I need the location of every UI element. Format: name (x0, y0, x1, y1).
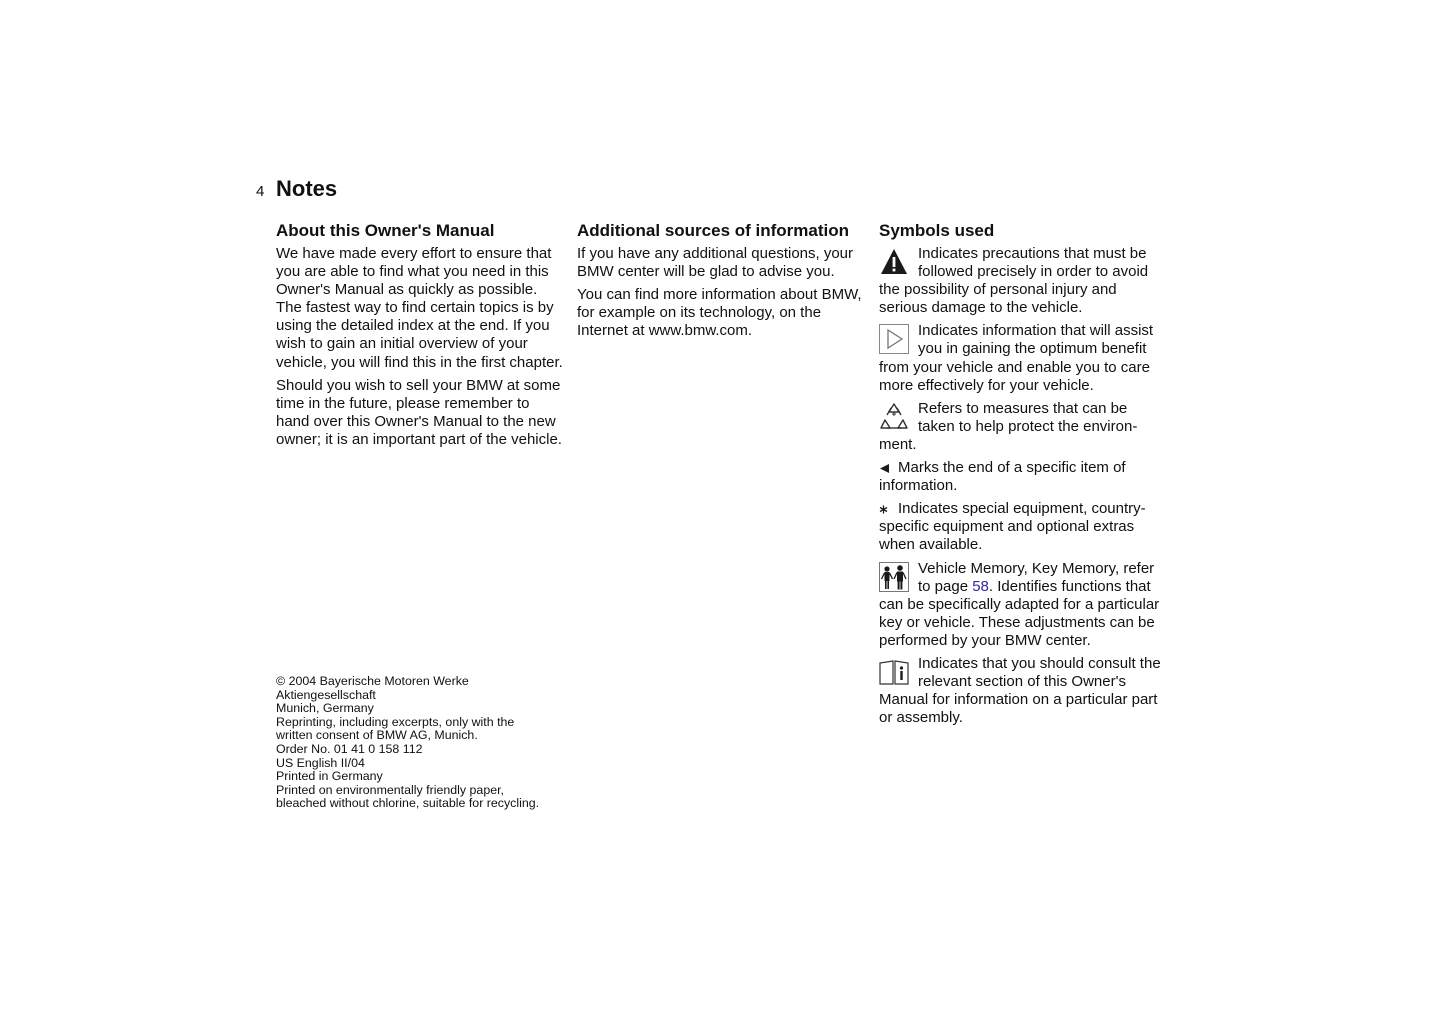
symbol-text: Refers to measures that can be taken to help protect the environment. (879, 399, 1138, 453)
additional-paragraph: You can find more information about BMW, for example on its technology, on the Internet at www.bmw.com. (577, 286, 862, 340)
asterisk-icon (879, 500, 892, 518)
imprint-line: Aktiengesellschaft (276, 687, 376, 702)
imprint-line: Reprinting, including excerpts, only with the (276, 714, 515, 729)
symbol-text: . Identifies functions that can be specifically adapted for a particular key or vehicle. These adjustments can be performed by your BMW center. (879, 577, 1160, 649)
imprint-line: © 2004 Bayerische Motoren Werke (276, 674, 469, 688)
imprint-line: Munich, Germany (276, 701, 374, 716)
symbol-text: Indicates that you should consult the relevant section of this Owner's Manual for information on a particular part or assembly. (879, 654, 1161, 727)
page-reference-link[interactable]: 58 (972, 577, 989, 595)
symbols-heading: Symbols used (879, 221, 995, 240)
page-title: Notes (276, 176, 338, 201)
imprint-line: Printed on environmentally friendly paper, (276, 782, 504, 797)
about-heading: About this Owner's Manual (276, 221, 495, 240)
symbol-item-manual (879, 655, 1167, 727)
imprint (276, 675, 576, 811)
imprint-line: Order No. 01 41 0 158 112 (276, 741, 423, 756)
recycling-icon (879, 402, 909, 432)
imprint-line: US English II/04 (276, 755, 365, 770)
vehicle-memory-icon (879, 562, 909, 592)
imprint-line: Printed in Germany (276, 769, 383, 784)
imprint-line: written consent of BMW AG, Munich. (276, 728, 478, 743)
imprint-line: bleached without chlorine, suitable for recycling. (276, 796, 540, 811)
additional-section (577, 221, 865, 345)
symbol-item-special-equipment (879, 500, 1167, 554)
additional-paragraph: If you have any additional questions, your BMW center will be glad to advise you. (577, 245, 854, 281)
about-section (276, 221, 564, 454)
symbols-section (879, 221, 1167, 732)
end-marker-icon (879, 459, 892, 477)
symbol-text: Indicates information that will assist you in gaining the optimum benefit from your vehicle and enable you to care more effectively for your vehicle. (879, 322, 1154, 394)
symbol-item-end-marker (879, 459, 1167, 495)
warning-triangle-icon (879, 247, 909, 277)
symbol-item-warning (879, 245, 1167, 317)
symbol-text: Indicates precautions that must be followed precisely in order to avoid the possibility of personal injury and serious damage to the vehicle. (879, 245, 1149, 317)
about-paragraph: We have made every effort to ensure that you are able to find what you need in this Owner's Manual as quickly as possible. The fastest way to find certain topics is by using the detailed index at the end. If you wish to gain an initial overview of your vehicle, you will find this in the first chapter. (276, 245, 563, 371)
symbol-item-vehicle-memory (879, 560, 1167, 650)
additional-heading: Additional sources of information (577, 221, 850, 240)
about-paragraph: Should you wish to sell your BMW at some time in the future, please remember to hand over this Owner's Manual to the new owner; it is an important part of the vehicle. (276, 376, 562, 448)
page-number: 4 (256, 183, 265, 200)
symbol-item-tip (879, 322, 1167, 394)
symbol-text: Vehicle Memory, Key Memory, refer to page (918, 559, 1155, 595)
tip-arrow-icon (879, 324, 909, 354)
symbol-text: Marks the end of a specific item of information. (879, 459, 1126, 495)
symbol-text: Indicates special equipment, country-specific equipment and optional extras when available. (879, 500, 1146, 554)
manual-info-icon (879, 657, 909, 687)
symbol-item-environment (879, 400, 1167, 454)
